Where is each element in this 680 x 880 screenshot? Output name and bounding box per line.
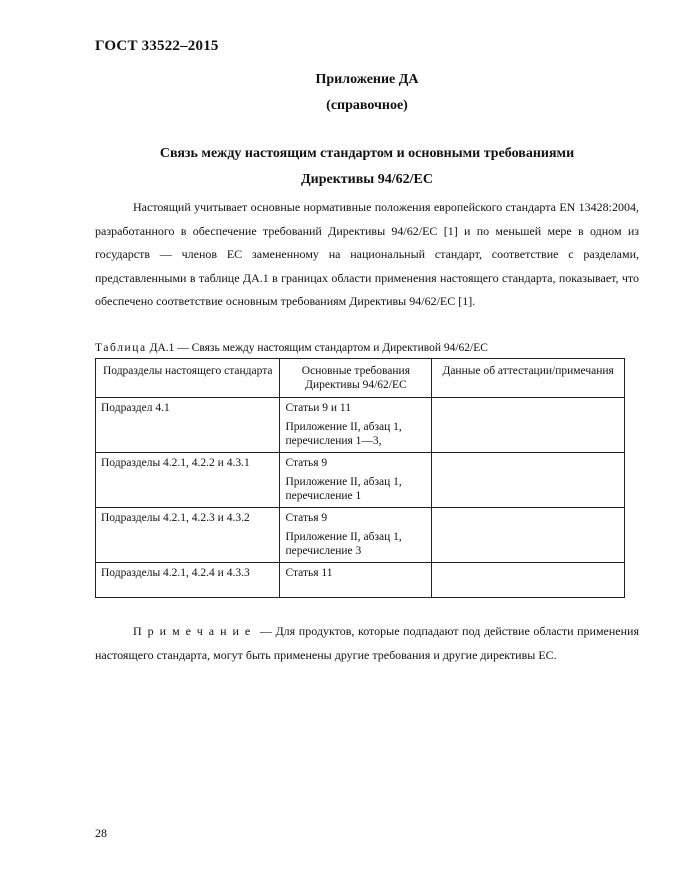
requirement-article: Статья 9 [285,457,328,469]
cell-notes [432,398,625,453]
cell-section: Подраздел 4.1 [96,398,280,453]
requirement-annex: Приложение II, абзац 1, перечисление 3 [285,531,402,557]
cell-notes [432,563,625,598]
cell-section: Подразделы 4.2.1, 4.2.4 и 4.3.3 [96,563,280,598]
intro-paragraph-block [95,196,639,314]
note-label: Примечание [133,624,257,638]
section-title-line2: Директивы 94/62/ЕС [301,172,433,187]
requirement-annex: Приложение II, абзац 1, перечисления 1—3, [285,421,402,447]
table-caption-label: Таблица [95,342,147,354]
header-cell-requirements: Основные требования Директивы 94/62/ЕС [280,359,432,398]
table-header-row [96,359,625,398]
note-block [95,620,639,667]
appendix-subtitle: (справочное) [326,98,408,113]
header-cell-sections: Подразделы настоящего стандарта [96,359,280,398]
note-text: — Для продуктов, которые подпадают под действие области применения настоящего стандарта, могут быть применены другие требования и другие директивы ЕС. [95,624,639,662]
cell-requirements [280,563,432,598]
table-caption-text: ДА.1 — Связь между настоящим стандартом и Директивой 94/62/ЕС [146,342,488,354]
table-caption [95,342,488,354]
requirement-article: Статья 9 [285,512,328,524]
table-row [96,453,625,508]
cell-section: Подразделы 4.2.1, 4.2.3 и 4.3.2 [96,508,280,563]
cell-requirements [280,453,432,508]
header-cell-notes: Данные об аттестации/примечания [432,359,625,398]
page-number: 28 [95,826,107,840]
note-paragraph [95,620,639,667]
table-row [96,508,625,563]
appendix-title: Приложение ДА [315,72,419,87]
section-title-line1: Связь между настоящим стандартом и основными требованиями [159,146,575,161]
cell-notes [432,453,625,508]
requirement-article: Статьи 9 и 11 [285,402,352,414]
cell-requirements [280,398,432,453]
table-row [96,563,625,598]
requirement-annex: Приложение II, абзац 1, перечисление 1 [285,476,402,502]
intro-paragraph: Настоящий учитывает основные нормативные положения европейского стандарта EN 13428:2004, разработанного в обеспечение требований Директивы 94/62/ЕС [1] и по меньшей мере в одном из государств — членов ЕС замененному на национальный стандарт, соответствие с разделами, представленными в таблице ДА.1 в границах области применения настоящего стандарта, показывает, что обеспечено соответствие основным требованиям Директивы 94/62/ЕС [1]. [95,200,639,308]
correspondence-table [95,358,625,598]
cell-requirements [280,508,432,563]
table-row [96,398,625,453]
cell-notes [432,508,625,563]
standard-code: ГОСТ 33522–2015 [95,38,219,54]
cell-section: Подразделы 4.2.1, 4.2.2 и 4.3.1 [96,453,280,508]
requirement-article: Статья 11 [285,567,333,579]
